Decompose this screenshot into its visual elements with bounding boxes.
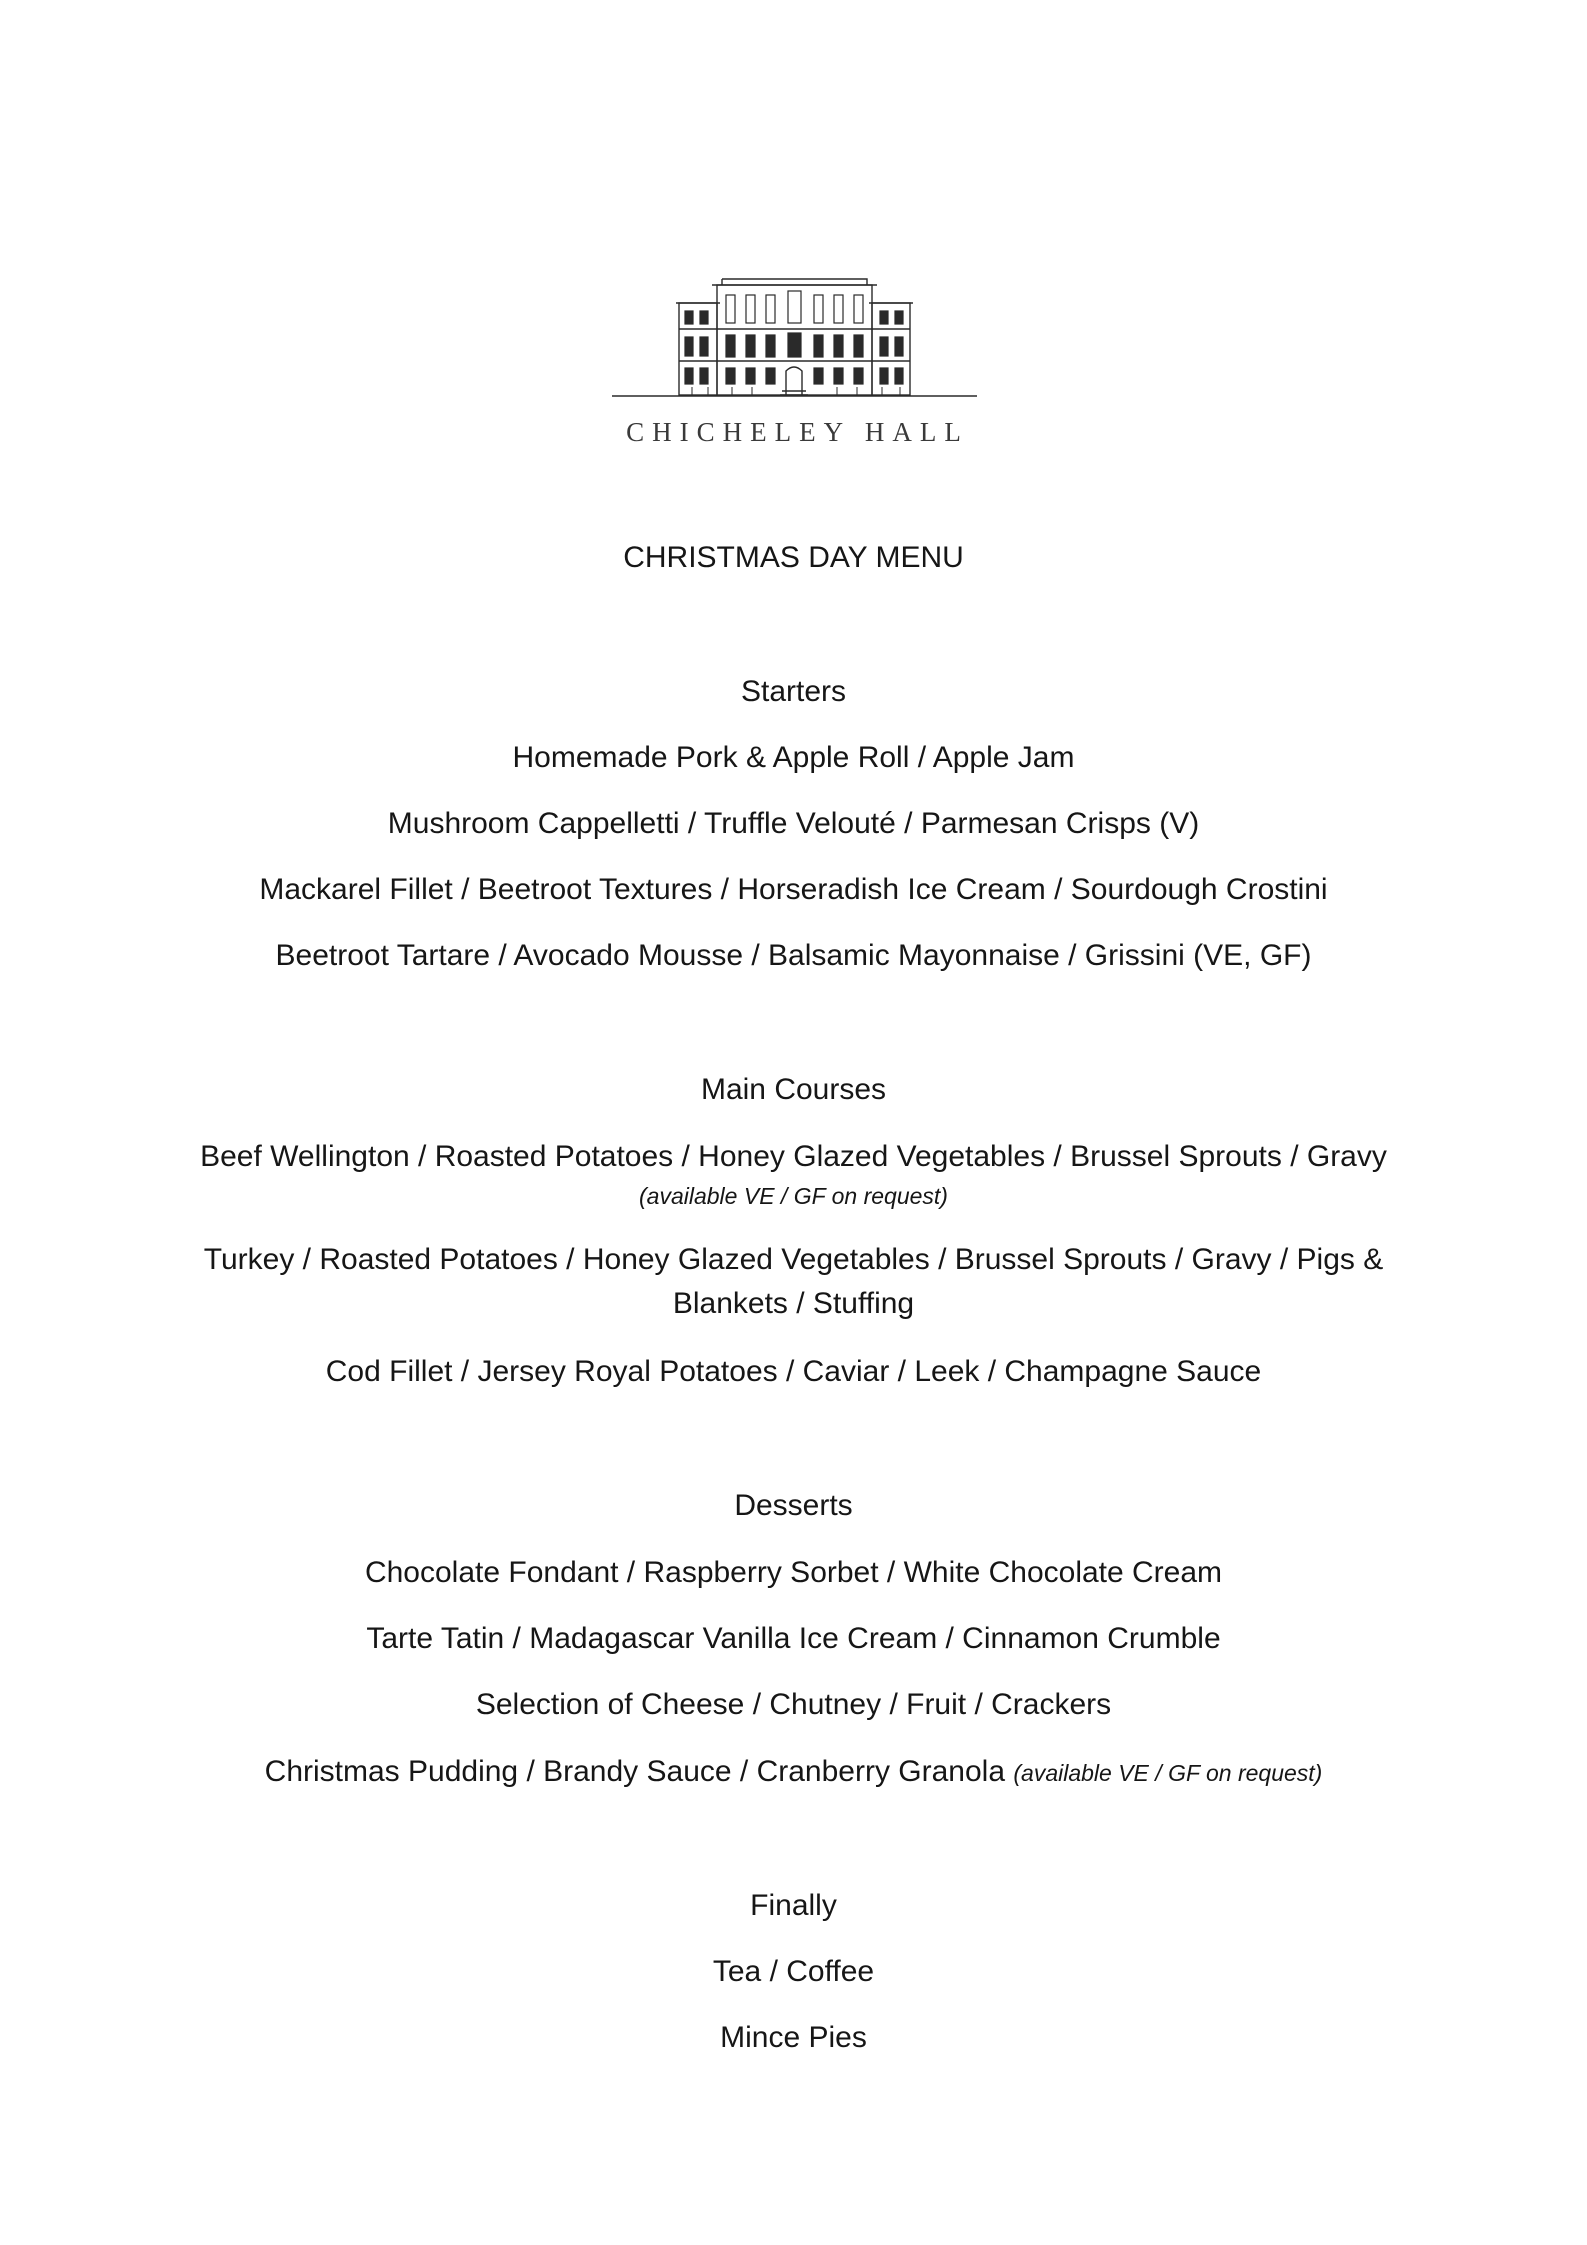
section-heading-desserts: Desserts xyxy=(734,1489,853,1522)
dietary-note: (available VE / GF on request) xyxy=(639,1183,948,1209)
menu-item: Beetroot Tartare / Avocado Mousse / Balsamic Mayonnaise / Grissini (VE, GF) xyxy=(275,939,1312,972)
menu-item: Mackarel Fillet / Beetroot Textures / Horseradish Ice Cream / Sourdough Crostini xyxy=(259,873,1328,906)
section-heading-finally: Finally xyxy=(750,1889,837,1922)
menu-item: Beef Wellington / Roasted Potatoes / Honey Glazed Vegetables / Brussel Sprouts / Gravy xyxy=(200,1140,1387,1173)
brand-name: CHICHELEY HALL xyxy=(626,417,969,447)
menu-item: Mushroom Cappelletti / Truffle Velouté / Parmesan Crisps (V) xyxy=(387,807,1200,840)
menu-item: Tea / Coffee xyxy=(712,1955,875,1988)
section-heading-main-courses: Main Courses xyxy=(700,1073,887,1106)
menu-item: Cod Fillet / Jersey Royal Potatoes / Caviar / Leek / Champagne Sauce xyxy=(325,1355,1262,1388)
menu-item: Selection of Cheese / Chutney / Fruit / Crackers xyxy=(475,1688,1112,1721)
section-heading-starters: Starters xyxy=(740,675,847,708)
menu-item-with-note xyxy=(0,1750,1587,1795)
dietary-note: (available VE / GF on request) xyxy=(1013,1760,1323,1786)
menu-item: Homemade Pork & Apple Roll / Apple Jam xyxy=(512,741,1075,774)
menu-title: CHRISTMAS DAY MENU xyxy=(623,541,964,574)
menu-item: Turkey / Roasted Potatoes / Honey Glazed Vegetables / Brussel Sprouts / Gravy / Pigs & Blankets / Stuffing xyxy=(203,1243,1384,1320)
menu-item: Chocolate Fondant / Raspberry Sorbet / White Chocolate Cream xyxy=(364,1556,1223,1589)
menu-item: Mince Pies xyxy=(720,2021,867,2054)
menu-item: Christmas Pudding / Brandy Sauce / Cranberry Granola xyxy=(264,1755,1006,1788)
menu-item: Tarte Tatin / Madagascar Vanilla Ice Cream / Cinnamon Crumble xyxy=(366,1622,1221,1655)
